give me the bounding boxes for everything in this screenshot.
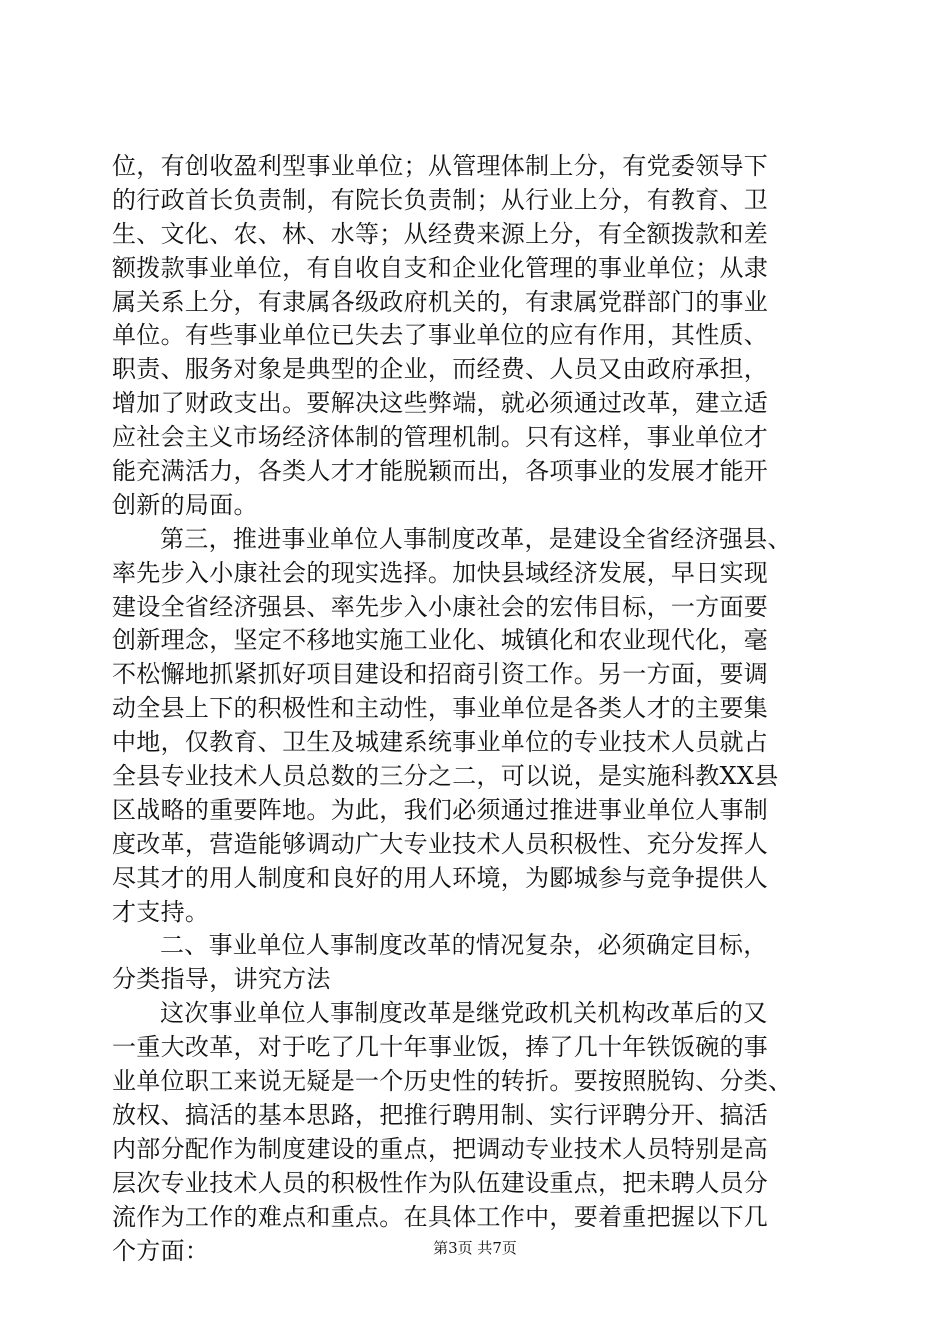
text-line: 度改革，营造能够调动广大专业技术人员积极性、充分发挥人 [112, 829, 769, 858]
text-line: 层次专业技术人员的积极性作为队伍建设重点，把未聘人员分 [112, 1168, 769, 1197]
text-line: 属关系上分，有隶属各级政府机关的，有隶属党群部门的事业 [112, 287, 769, 316]
text-line: 放权、搞活的基本思路，把推行聘用制、实行评聘分开、搞活 [112, 1100, 769, 1129]
text-line: 位，有创收盈利型事业单位；从管理体制上分，有党委领导下 [112, 152, 769, 180]
text-line: 第三，推进事业单位人事制度改革，是建设全省经济强县、 [160, 524, 792, 553]
text-line: 尽其才的用人制度和良好的用人环境，为郾城参与竞争提供人 [112, 863, 769, 892]
text-line: 增加了财政支出。要解决这些弊端，就必须通过改革，建立适 [112, 389, 769, 418]
text-line: 区战略的重要阵地。为此，我们必须通过推进事业单位人事制 [112, 795, 769, 824]
text-line: 的行政首长负责制，有院长负责制；从行业上分，有教育、卫 [112, 185, 769, 214]
text-line: 这次事业单位人事制度改革是继党政机关机构改革后的又 [160, 999, 768, 1028]
text-line: 建设全省经济强县、率先步入小康社会的宏伟目标，一方面要 [112, 592, 769, 621]
text-line: 额拨款事业单位，有自收自支和企业化管理的事业单位；从隶 [112, 253, 769, 282]
text-line: 内部分配作为制度建设的重点，把调动专业技术人员特别是高 [112, 1134, 769, 1163]
text-line: 单位。有些事业单位已失去了事业单位的应有作用，其性质、 [112, 321, 769, 350]
text-line: 创新的局面。 [112, 490, 258, 519]
document-body [112, 150, 838, 1268]
text-line: 不松懈地抓紧抓好项目建设和招商引资工作。另一方面，要调 [112, 660, 769, 689]
text-line: 中地，仅教育、卫生及城建系统事业单位的专业技术人员就占 [112, 728, 769, 757]
text-line: 一重大改革，对于吃了几十年事业饭，捧了几十年铁饭碗的事 [112, 1033, 769, 1062]
page-footer: 第3页 共7页 [433, 1239, 517, 1257]
text-line: 应社会主义市场经济体制的管理机制。只有这样，事业单位才 [112, 423, 769, 452]
text-line: 全县专业技术人员总数的三分之二，可以说，是实施科教XX县 [112, 762, 779, 791]
text-line: 二、事业单位人事制度改革的情况复杂，必须确定目标， [160, 931, 768, 960]
text-line: 生、文化、农、林、水等；从经费来源上分，有全额拨款和差 [112, 219, 769, 248]
text-line: 动全县上下的积极性和主动性，事业单位是各类人才的主要集 [112, 694, 769, 723]
text-line: 流作为工作的难点和重点。在具体工作中，要着重把握以下几 [112, 1202, 769, 1231]
text-line: 业单位职工来说无疑是一个历史性的转折。要按照脱钩、分类、 [112, 1067, 793, 1096]
text-line: 分类指导，讲究方法 [112, 965, 331, 994]
text-line: 个方面： [112, 1236, 210, 1265]
text-line: 创新理念，坚定不移地实施工业化、城镇化和农业现代化，毫 [112, 626, 769, 655]
text-line: 能充满活力，各类人才才能脱颖而出，各项事业的发展才能开 [112, 457, 769, 486]
text-line: 才支持。 [112, 897, 210, 926]
text-line: 职责、服务对象是典型的企业，而经费、人员又由政府承担， [112, 355, 769, 384]
text-line: 率先步入小康社会的现实选择。加快县域经济发展，早日实现 [112, 558, 769, 587]
